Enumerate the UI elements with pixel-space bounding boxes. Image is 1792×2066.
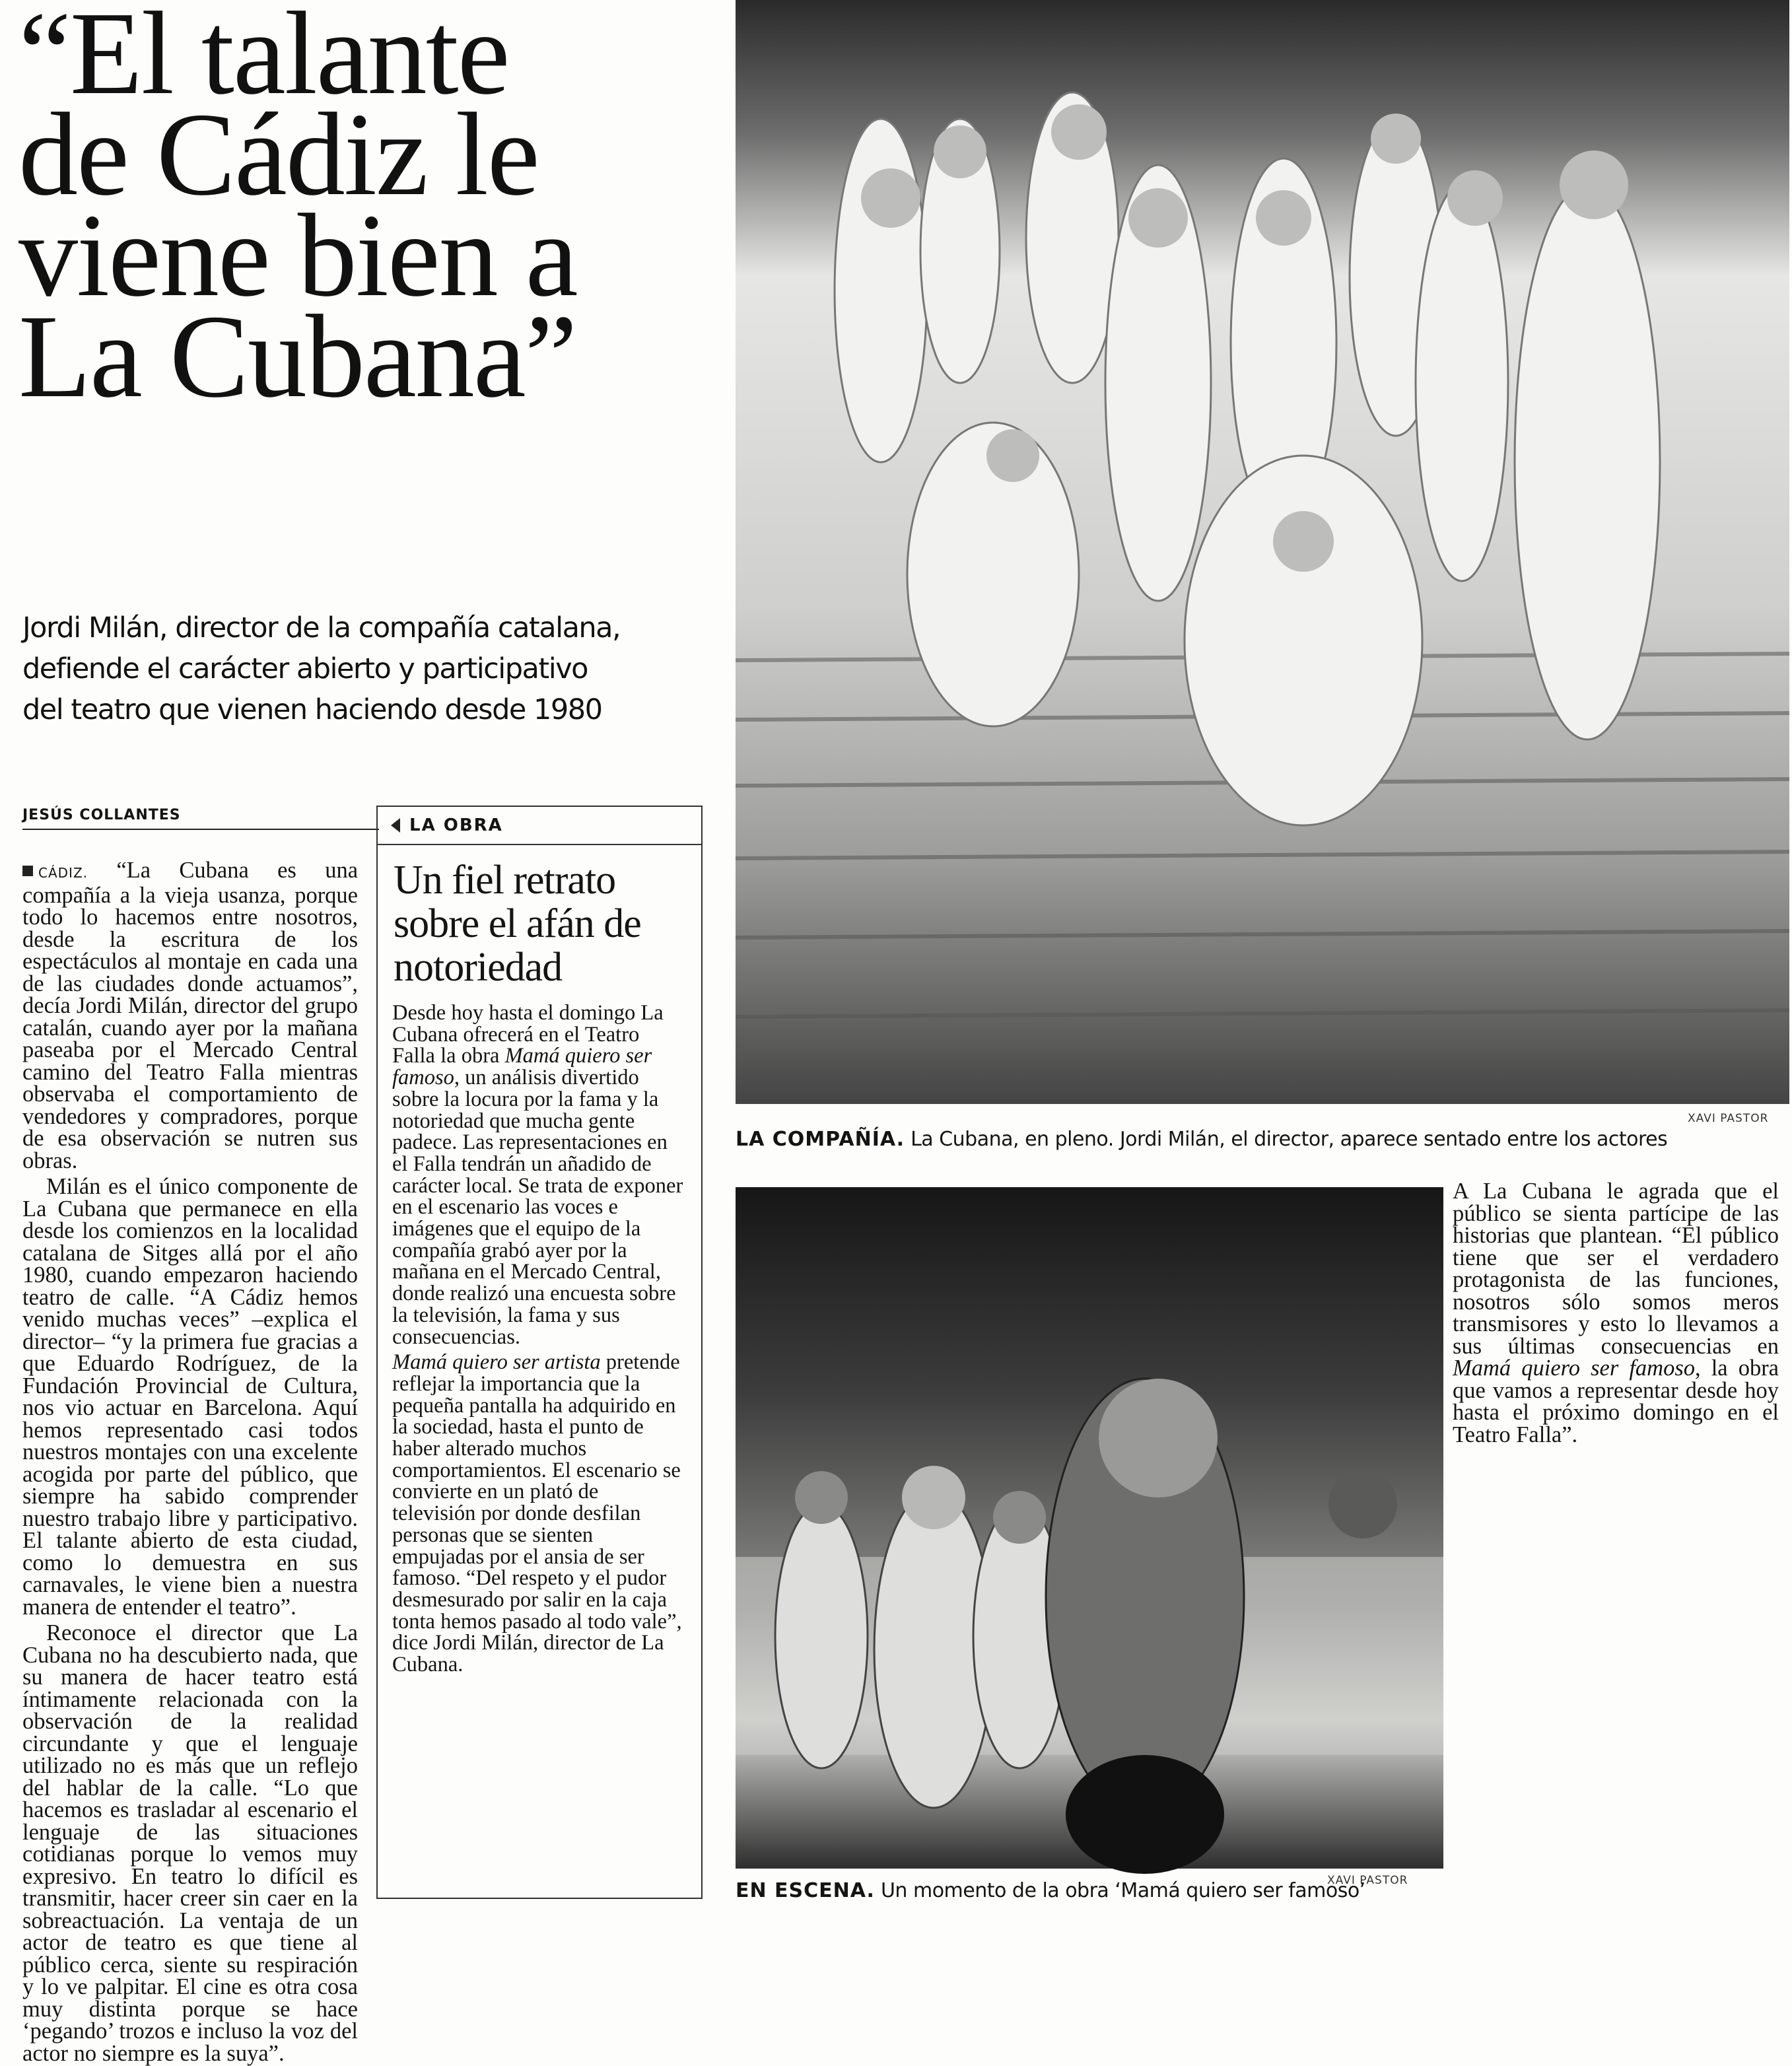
byline: JESÚS COLLANTES — [22, 807, 379, 830]
paragraph: Desde hoy hasta el domingo La Cubana ofrecerá en el Teatro Falla la obra Mamá quiero ser famoso, un análisis divertido sobre la locura por la fama y la notoriedad que mucha gente padece. Las representaciones en el Falla tendrán un añadido de carácter local. Se trata de exponer en el escenario las voces e imágenes que el equipo de la compañía grabó ayer por la mañana en el Mercado Central, donde realizó una encuesta sobre la televisión, la fama y sus consecuencias. — [392, 1001, 683, 1349]
subtitle-line: del teatro que vienen haciendo desde 1980 — [22, 693, 602, 726]
article-column-3 — [1453, 1181, 1779, 1894]
paragraph: Milán es el único componente de La Cubana que permanece en ella desde los comienzos en la localidad catalana de Sitges allá por el año 1980, cuando empezaron haciendo teatro de calle. “A Cádiz hemos venido muchas veces” –explica el director– “y la primera fue gracias a que Eduardo Rodríguez, de la Fundación Provincial de Cultura, nos vio actuar en Barcelona. Aquí hemos representado casi todos nuestros montajes con una excelente acogida por parte del público, que siempre ha sabido comprender nuestro trabajo libre y participativo. El talante abierto de esta ciudad, como lo demuestra en sus carnavales, le viene bien a nuestra manera de entender el teatro”. — [22, 1174, 358, 1620]
paragraph: Mamá quiero ser artista pretende reflejar la importancia que la pequeña pantalla ha adquirido en la sociedad, hasta el punto de haber alterado muchos comportamientos. El escenario se convierte en un plató de televisión por donde desfilan personas que se sienten empujadas por el ansia de ser famoso. “Del respeto y el pudor desmesurado por salir en la caja tonta hemos pasado al todo vale”, dice Jordi Milán, director de La Cubana. — [392, 1350, 682, 1677]
headline-line: de Cádiz le — [18, 88, 539, 220]
sidebar-header — [378, 807, 701, 845]
speaker-triangle-icon — [391, 818, 400, 833]
city-dateline: CÁDIZ. — [38, 865, 88, 881]
headline-line: viene bien a — [18, 189, 577, 321]
paragraph: Reconoce el director que La Cubana no ha descubierto nada, que su manera de hacer teatro está íntimamente relacionada con la observación de la realidad circundante y que el lenguaje utilizado no es más que un reflejo del hablar de la calle. “Lo que hacemos es trasladar al escenario el lenguaje de las situaciones cotidianas porque lo vemos muy expresivo. En teatro lo difícil es transmitir, hacer creer sin caer en la sobreactuación. La ventaja de un actor de teatro es que tiene al público cerca, siente su respiración y lo ve palpitar. El cine es otra cosa muy distinta porque se hace ‘pegando’ trozos e incluso la voz del actor no siempre es la suya”. — [22, 1620, 358, 2066]
photo-stage-image — [736, 1187, 1443, 1869]
headline — [18, 0, 718, 422]
sidebar-title: Un fiel retrato sobre el afán de notoriedad — [394, 858, 641, 990]
caption-label: EN ESCENA. — [736, 1879, 875, 1902]
sidebar-box — [376, 806, 703, 1899]
subtitle — [22, 607, 716, 730]
photo-credit: XAVI PASTOR — [1688, 1112, 1769, 1125]
subtitle-line: Jordi Milán, director de la compañía catalana, — [22, 611, 621, 644]
headline-line: La Cubana” — [18, 291, 576, 422]
subtitle-line: defiende el carácter abierto y participativo — [22, 652, 588, 685]
photo-caption: LA COMPAÑÍA. La Cubana, en pleno. Jordi Milán, el director, aparece sentado entre los actores — [736, 1128, 1668, 1151]
photo-company-image — [736, 0, 1789, 1104]
photo-stage — [736, 1187, 1443, 1869]
caption-label: LA COMPAÑÍA. — [736, 1128, 905, 1151]
square-bullet-icon — [22, 866, 33, 876]
paragraph: A La Cubana le agrada que el público se sienta partícipe de las historias que plantean. “El público tiene que ser el verdadero protagonista de las funciones, nosotros sólo somos meros transmisores y esto lo llevamos a sus últimas consecuencias en Mamá quiero ser famoso, la obra que vamos a representar desde hoy hasta el próximo domingo en el Teatro Falla”. — [1453, 1179, 1779, 1447]
photo-company — [736, 0, 1789, 1104]
photo-caption: EN ESCENA. Un momento de la obra ‘Mamá quiero ser famoso’ — [736, 1879, 1365, 1902]
paragraph: CÁDIZ. “La Cubana es una compañía a la vieja usanza, porque todo lo hacemos entre nosotros, desde la escritura de los espectáculos al montaje en cada una de las ciudades donde actuamos”, decía Jordi Milán, director del grupo catalán, cuando ayer por la mañana paseaba por el Mercado Central camino del Teatro Falla mientras observaba el comportamiento de vendedores y compradores, porque de esa observación se nutren sus obras. — [22, 858, 359, 1173]
headline-line: “El talante — [18, 0, 509, 119]
sidebar-body — [378, 989, 701, 1676]
photo-credit: XAVI PASTOR — [1327, 1874, 1408, 1887]
article-column-1 — [22, 858, 359, 2066]
sidebar-label: LA OBRA — [409, 815, 503, 835]
